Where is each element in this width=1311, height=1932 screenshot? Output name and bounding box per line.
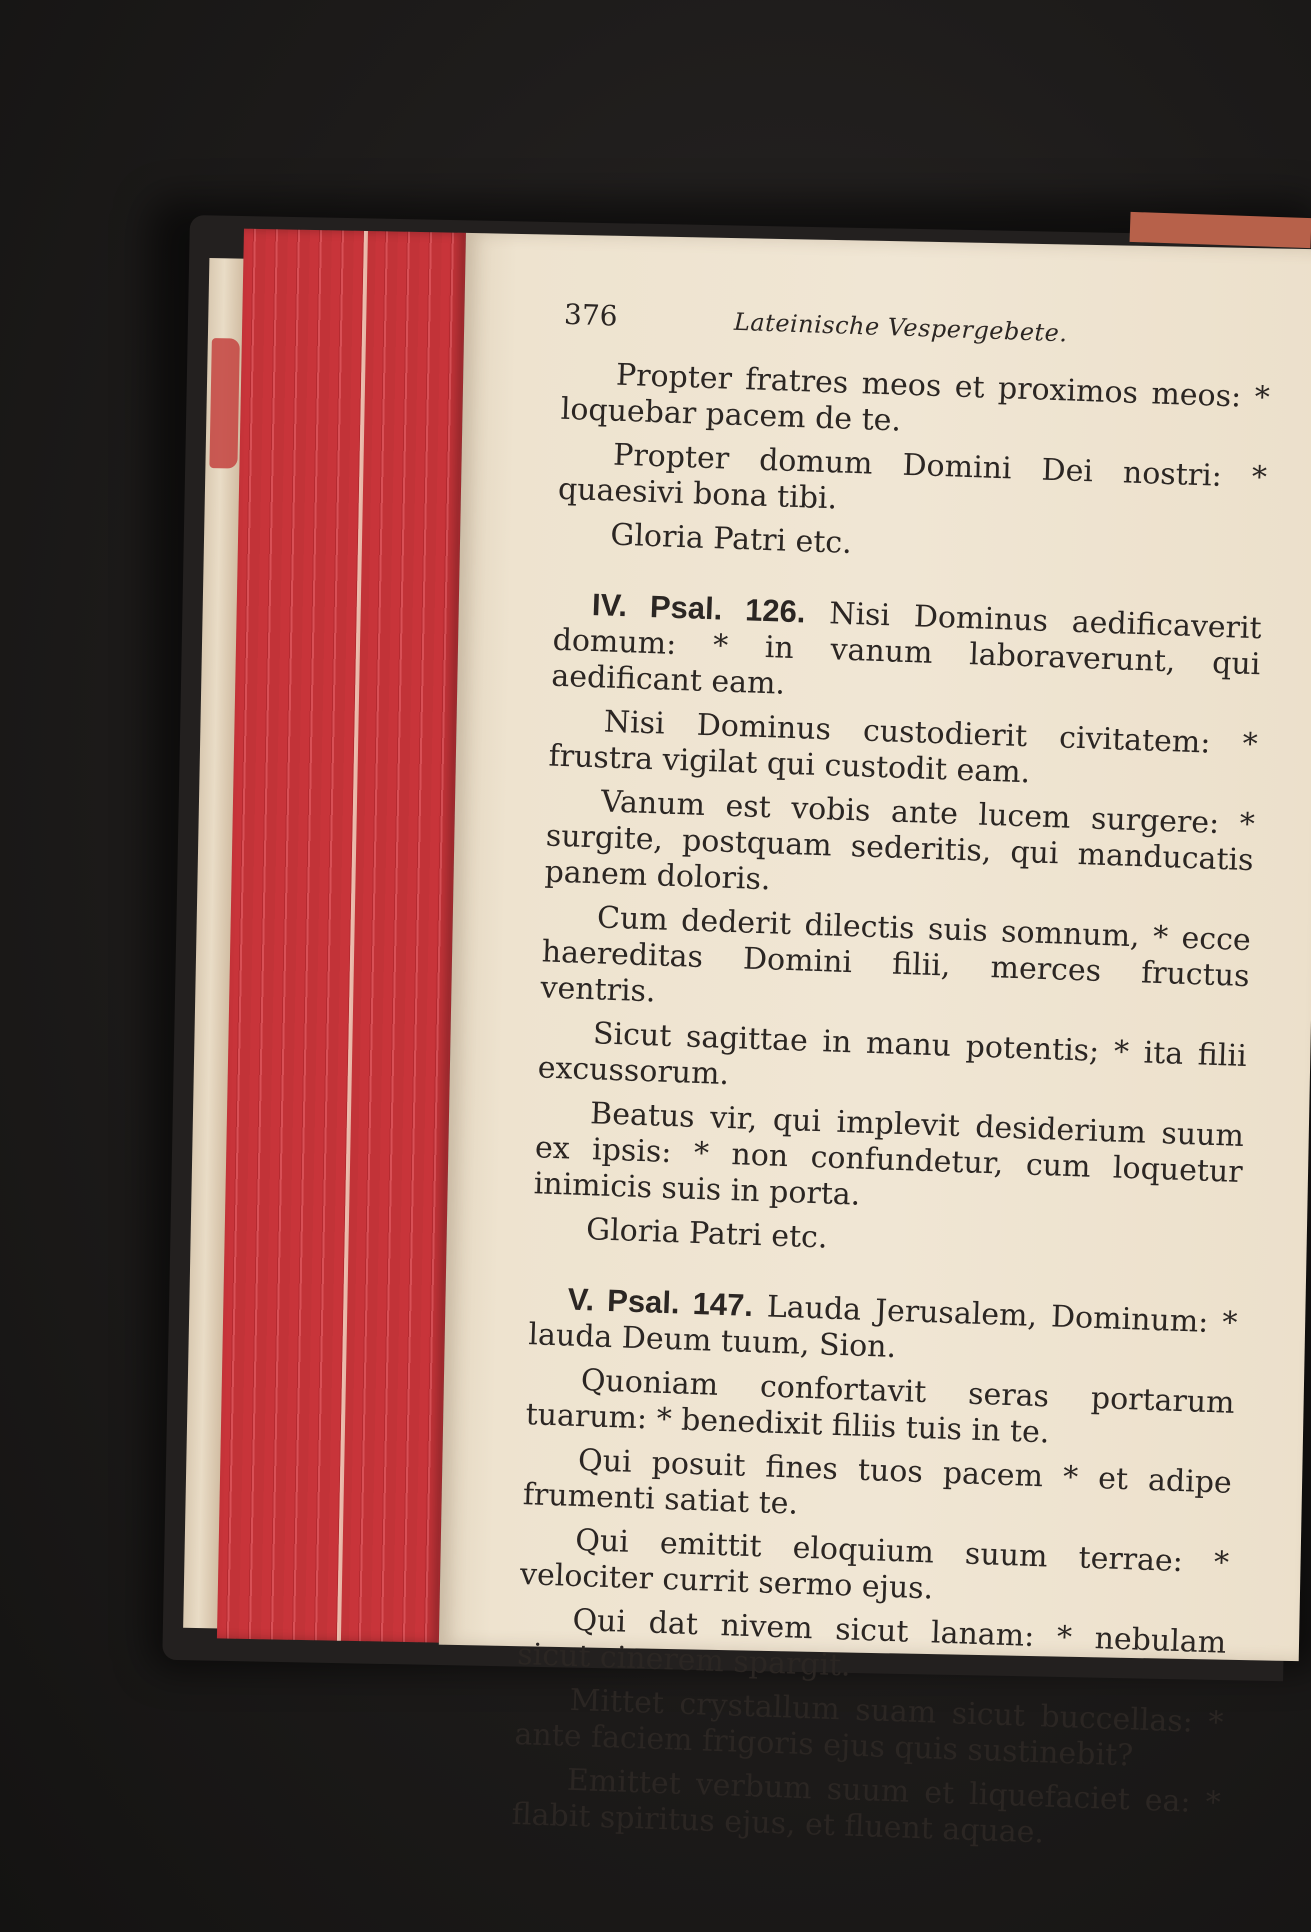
running-head: Lateinische Vespergebete.: [733, 307, 1069, 348]
page-number: 376: [563, 297, 619, 333]
verse-paragraph: Propter fratres meos et proximos meos: * loquebar pacem de te.: [560, 357, 1271, 439]
verse-paragraph: Vanum est vobis ante lucem surgere: * surgite, postquam sederitis, qui manducatis panem doloris.: [544, 784, 1256, 898]
verse-paragraph: Emittet verbum suum et liquefaciet ea: * flabit spiritus ejus, et fluent aquae.: [511, 1762, 1222, 1851]
page-edge-highlight: [337, 231, 368, 1641]
red-stain: [209, 338, 239, 469]
verse-paragraph: Nisi Dominus custodierit civitatem: * frustra vigilat qui custodit eam.: [548, 704, 1259, 791]
red-page-edges: [217, 229, 466, 1643]
verse-paragraph: Qui emittit eloquium suum terrae: * velociter currit sermo ejus.: [519, 1522, 1230, 1607]
page-text: [511, 297, 1272, 1866]
book-page: [439, 233, 1311, 1851]
open-book: [183, 228, 1311, 1851]
verse-paragraph: Beatus vir, qui implevit desiderium suum ex ipsis: * non confundetur, cum loquetur inimicis suis in porta.: [533, 1096, 1245, 1213]
verse-paragraph: Quoniam confortavit seras portarum tuarum: * benedixit filiis tuis in te.: [525, 1363, 1236, 1451]
gloria-line: Gloria Patri etc.: [609, 517, 853, 561]
psalm-v-label: V. Psal. 147.: [567, 1281, 754, 1323]
verse-paragraph: Cum dederit dilectis suis somnum, * ecce haereditas Domini filii, merces fructus ventris.: [540, 900, 1252, 1010]
psalm-v-lead: Lauda Jerusalem, Dominum: * lauda Deum tuum, Sion.: [527, 1289, 1238, 1366]
psalm-iv-heading: [551, 586, 1262, 720]
verse-paragraph: Propter domum Domini Dei nostri: * quaesivi bona tibi.: [557, 437, 1268, 517]
psalm-v-heading: [528, 1280, 1238, 1378]
verse-paragraph: Mittet crystallum suam sicut buccellas: * ante faciem frigoris ejus quis sustinebit?: [513, 1682, 1224, 1774]
gloria-line: Gloria Patri etc.: [585, 1212, 829, 1256]
psalm-iv-label: IV. Psal. 126.: [591, 586, 807, 630]
page-header: [563, 297, 1272, 359]
verse-paragraph: Qui dat nivem sicut lanam: * nebulam sicut cinerem spargit.: [516, 1602, 1227, 1684]
cover-corner-wear: [1130, 212, 1311, 248]
verse-paragraph: Sicut sagittae in manu potentis; * ita filii excussorum.: [537, 1016, 1248, 1093]
psalm-iv-lead: Nisi Dominus aedificaverit domum: * in vanum laboraverunt, qui aedificant eam.: [550, 596, 1263, 702]
verse-paragraph: Qui posuit fines tuos pacem * et adipe frumenti satiat te.: [522, 1443, 1233, 1522]
